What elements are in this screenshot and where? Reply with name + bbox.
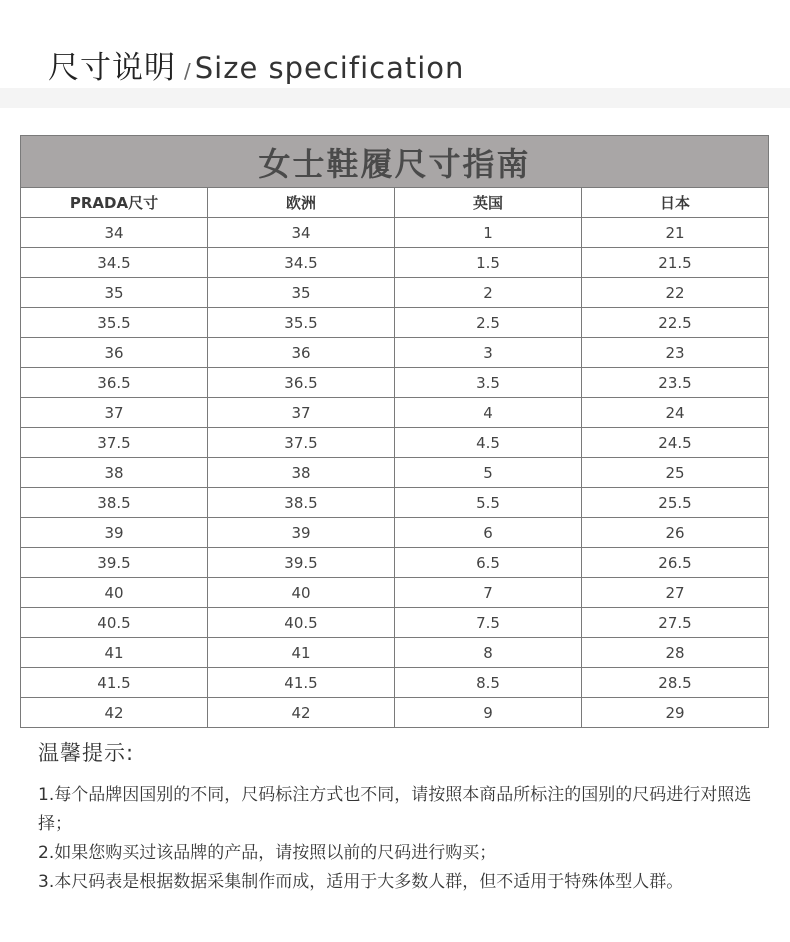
size-chart-table [20,135,769,728]
cell-eu: 38 [208,458,395,488]
cell-eu: 40.5 [208,608,395,638]
cell-uk: 1 [395,218,582,248]
table-row [21,548,769,578]
cell-uk: 1.5 [395,248,582,278]
cell-uk: 8.5 [395,668,582,698]
page-title-cn: 尺寸说明 [48,50,176,86]
cell-eu: 37 [208,398,395,428]
cell-jp: 29 [582,698,769,728]
table-row [21,218,769,248]
cell-jp: 27.5 [582,608,769,638]
column-header-uk: 英国 [395,188,582,218]
cell-jp: 21 [582,218,769,248]
cell-prada: 38 [21,458,208,488]
cell-eu: 34.5 [208,248,395,278]
cell-jp: 25.5 [582,488,769,518]
cell-uk: 3 [395,338,582,368]
cell-eu: 36 [208,338,395,368]
tip-item-1: 1.每个品牌因国别的不同，尺码标注方式也不同，请按照本商品所标注的国别的尺码进行对照选择； [38,785,752,834]
cell-jp: 28.5 [582,668,769,698]
cell-prada: 34.5 [21,248,208,278]
table-row [21,638,769,668]
table-header-row [21,188,769,218]
table-banner-row [21,136,769,188]
cell-eu: 35 [208,278,395,308]
cell-prada: 35.5 [21,308,208,338]
cell-prada: 36.5 [21,368,208,398]
cell-uk: 9 [395,698,582,728]
table-row [21,698,769,728]
cell-uk: 7.5 [395,608,582,638]
cell-jp: 26.5 [582,548,769,578]
table-row [21,248,769,278]
column-header-jp: 日本 [582,188,769,218]
column-header-prada: PRADA尺寸 [21,188,208,218]
header-divider-band [0,88,790,108]
table-row [21,518,769,548]
cell-eu: 42 [208,698,395,728]
cell-eu: 39 [208,518,395,548]
tip-item-2: 2.如果您购买过该品牌的产品，请按照以前的尺码进行购买； [38,843,497,863]
cell-uk: 4.5 [395,428,582,458]
cell-prada: 40.5 [21,608,208,638]
cell-prada: 39 [21,518,208,548]
cell-uk: 3.5 [395,368,582,398]
cell-jp: 22 [582,278,769,308]
cell-uk: 2 [395,278,582,308]
cell-eu: 39.5 [208,548,395,578]
cell-uk: 7 [395,578,582,608]
cell-eu: 41.5 [208,668,395,698]
table-row [21,458,769,488]
cell-jp: 23.5 [582,368,769,398]
cell-prada: 37 [21,398,208,428]
cell-prada: 39.5 [21,548,208,578]
cell-jp: 25 [582,458,769,488]
cell-prada: 35 [21,278,208,308]
table-row [21,398,769,428]
cell-eu: 41 [208,638,395,668]
cell-uk: 5 [395,458,582,488]
cell-uk: 2.5 [395,308,582,338]
cell-prada: 36 [21,338,208,368]
cell-jp: 23 [582,338,769,368]
column-header-eu: 欧洲 [208,188,395,218]
table-row [21,608,769,638]
cell-eu: 38.5 [208,488,395,518]
cell-jp: 26 [582,518,769,548]
table-row [21,668,769,698]
table-row [21,338,769,368]
cell-prada: 40 [21,578,208,608]
table-row [21,308,769,338]
cell-uk: 8 [395,638,582,668]
table-row [21,428,769,458]
table-row [21,368,769,398]
cell-uk: 6.5 [395,548,582,578]
tips-section [38,737,758,897]
cell-prada: 42 [21,698,208,728]
cell-uk: 5.5 [395,488,582,518]
cell-prada: 38.5 [21,488,208,518]
cell-jp: 24 [582,398,769,428]
cell-eu: 37.5 [208,428,395,458]
cell-uk: 4 [395,398,582,428]
cell-prada: 41 [21,638,208,668]
table-banner: 女士鞋履尺寸指南 [21,136,769,188]
cell-prada: 34 [21,218,208,248]
tips-title: 温馨提示: [38,741,135,765]
cell-prada: 41.5 [21,668,208,698]
table-row [21,278,769,308]
table-row [21,578,769,608]
cell-jp: 22.5 [582,308,769,338]
cell-prada: 37.5 [21,428,208,458]
cell-eu: 40 [208,578,395,608]
cell-eu: 35.5 [208,308,395,338]
cell-jp: 27 [582,578,769,608]
page-title-en: Size specification [194,51,465,85]
title-separator: / [184,59,191,83]
cell-jp: 24.5 [582,428,769,458]
cell-jp: 21.5 [582,248,769,278]
page-header [48,42,464,87]
cell-jp: 28 [582,638,769,668]
cell-uk: 6 [395,518,582,548]
cell-eu: 34 [208,218,395,248]
table-row [21,488,769,518]
cell-eu: 36.5 [208,368,395,398]
tip-item-3: 3.本尺码表是根据数据采集制作而成，适用于大多数人群，但不适用于特殊体型人群。 [38,872,684,892]
